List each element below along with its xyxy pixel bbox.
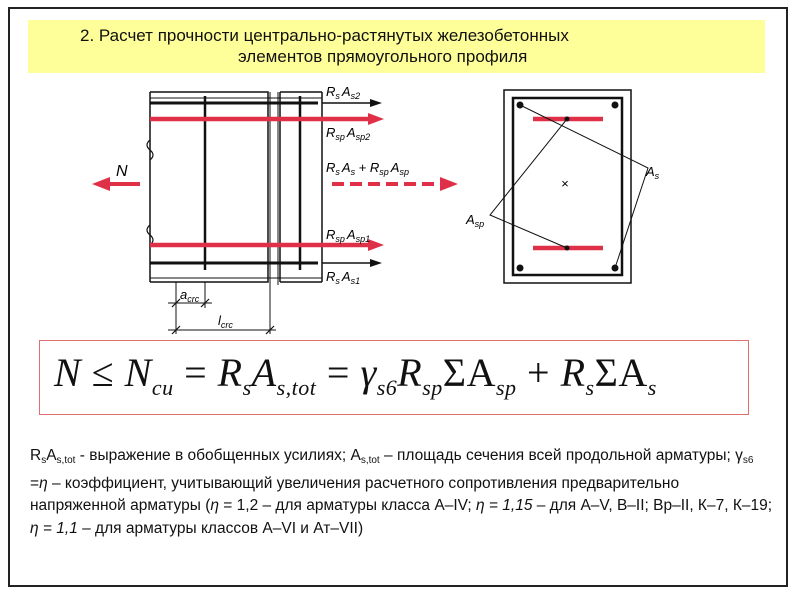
label-rs-as2: $R_s$ $A_{s2}$: [326, 84, 361, 101]
element-cross-section: [490, 90, 648, 283]
formula-box: [39, 340, 749, 415]
label-a-crc: $a_{crc}$: [180, 287, 200, 304]
element-longitudinal-view: [92, 92, 458, 334]
description-text: $R_sA_{s,tot}$ - выражение в обобщенных усилиях; $A_{s,tot}$ – площадь сечения всей продольной арматуры; $\gamma_{s6} =\eta$ – коэффициент, учитывающий увеличения расчетного сопротивления предварительно напряженной арматуры (η = 1,2 – для арматуры класса А–IV; η = 1,15 – для А–V, В–II; Вр–II, К–7, К–19; η = 1,1 – для арматуры классов А–VI и Ат–VII): [30, 447, 773, 537]
label-rs-as1: $R_s$ $A_{s1}$: [326, 269, 361, 286]
title-line-1: 2. Расчет прочности центрально-растянутых железобетонных: [80, 26, 569, 45]
label-asp: $A_{sp}$: [466, 212, 485, 229]
strength-formula: $N \le N_{cu} = R_sA_{s,tot} = \gamma_{s6}R_{sp}\Sigma A_{sp} + R_s\Sigma A_s$: [54, 350, 657, 400]
label-l-crc: $l_{crc}$: [218, 313, 233, 330]
label-resultant: $R_s$ $A_s + R_{sp}$ $A_{sp}$: [326, 160, 409, 177]
label-center: ×: [561, 176, 569, 191]
label-rsp-asp2: $R_{sp}$ $A_{sp2}$: [326, 125, 371, 142]
label-n: N: [116, 163, 128, 180]
title-line-2: элементов прямоугольного профиля: [238, 47, 528, 66]
label-as: $A_s$: [646, 164, 660, 181]
label-rsp-asp1: $R_{sp}$ $A_{sp1}$: [326, 227, 371, 244]
